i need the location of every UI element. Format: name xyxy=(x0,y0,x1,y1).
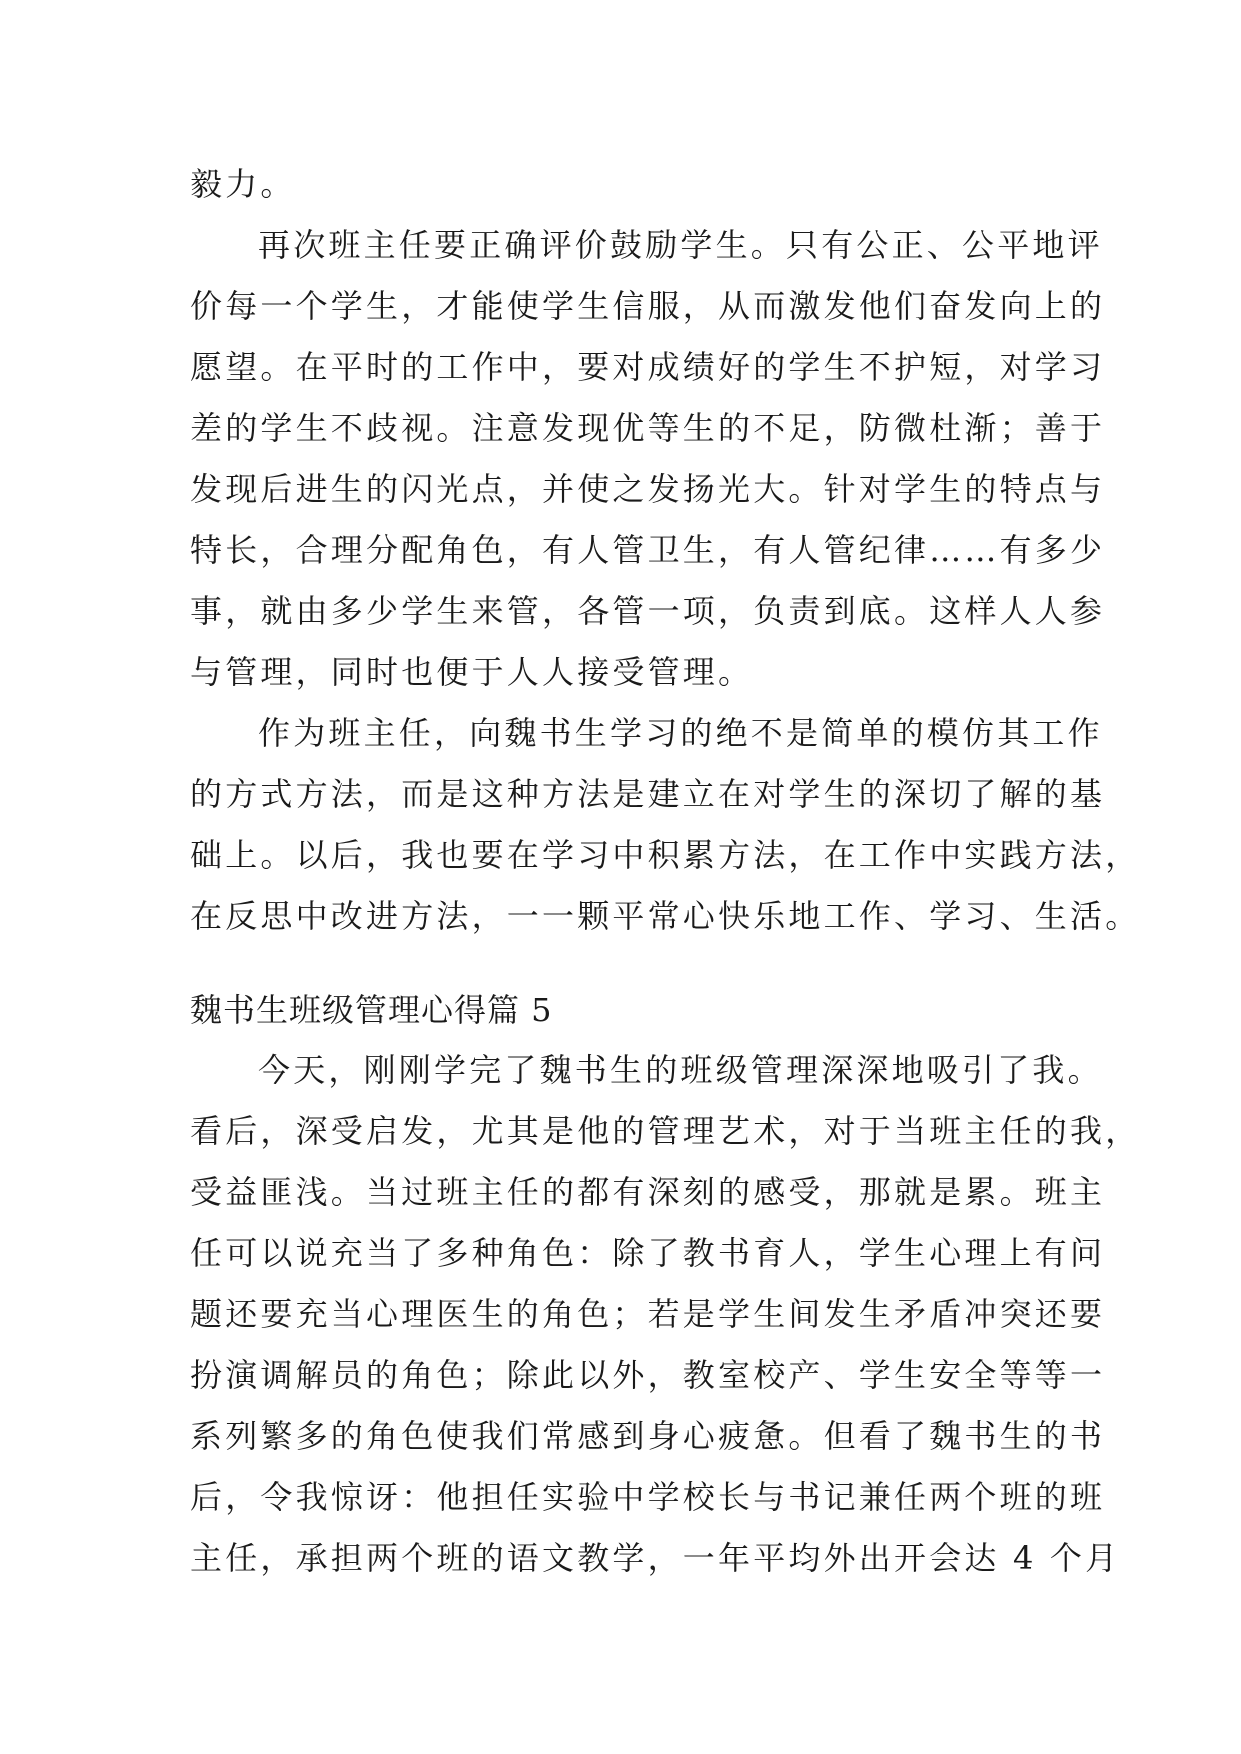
text-line: 愿望。在平时的工作中，要对成绩好的学生不护短，对学习 xyxy=(190,348,1106,386)
text-line: 差的学生不歧视。注意发现优等生的不足，防微杜渐；善于 xyxy=(190,409,1106,447)
text-line: 任可以说充当了多种角色：除了教书育人，学生心理上有问 xyxy=(190,1234,1106,1272)
text-line: 后，令我惊讶：他担任实验中学校长与书记兼任两个班的班 xyxy=(190,1478,1106,1516)
text-line: 与管理，同时也便于人人接受管理。 xyxy=(190,653,754,691)
text-line: 在反思中改进方法，一一颗平常心快乐地工作、学习、生活。 xyxy=(190,897,1141,935)
text-line: 的方式方法，而是这种方法是建立在对学生的深切了解的基 xyxy=(190,775,1106,813)
text-line: 价每一个学生，才能使学生信服，从而激发他们奋发向上的 xyxy=(190,287,1106,325)
text-line: 看后，深受启发，尤其是他的管理艺术，对于当班主任的我， xyxy=(190,1112,1141,1150)
text-line: 主任，承担两个班的语文教学，一年平均外出开会达 4 个月 xyxy=(190,1539,1121,1577)
text-line: 扮演调解员的角色；除此以外，教室校产、学生安全等等一 xyxy=(190,1356,1106,1394)
text-line: 事，就由多少学生来管，各管一项，负责到底。这样人人参 xyxy=(190,592,1106,630)
text-line: 题还要充当心理医生的角色；若是学生间发生矛盾冲突还要 xyxy=(190,1295,1106,1333)
paragraph-first-line: 今天，刚刚学完了魏书生的班级管理深深地吸引了我。 xyxy=(258,1051,1103,1089)
paragraph-first-line: 再次班主任要正确评价鼓励学生。只有公正、公平地评 xyxy=(258,226,1103,264)
text-line: 毅力。 xyxy=(190,165,296,203)
text-line: 础上。以后，我也要在学习中积累方法，在工作中实践方法， xyxy=(190,836,1141,874)
text-line: 发现后进生的闪光点，并使之发扬光大。针对学生的特点与 xyxy=(190,470,1106,508)
section-heading: 魏书生班级管理心得篇 5 xyxy=(190,991,553,1029)
paragraph-first-line: 作为班主任，向魏书生学习的绝不是简单的模仿其工作 xyxy=(258,714,1103,752)
text-line: 受益匪浅。当过班主任的都有深刻的感受，那就是累。班主 xyxy=(190,1173,1106,1211)
text-line: 特长，合理分配角色，有人管卫生，有人管纪律……有多少 xyxy=(190,531,1106,569)
text-line: 系列繁多的角色使我们常感到身心疲惫。但看了魏书生的书 xyxy=(190,1417,1106,1455)
